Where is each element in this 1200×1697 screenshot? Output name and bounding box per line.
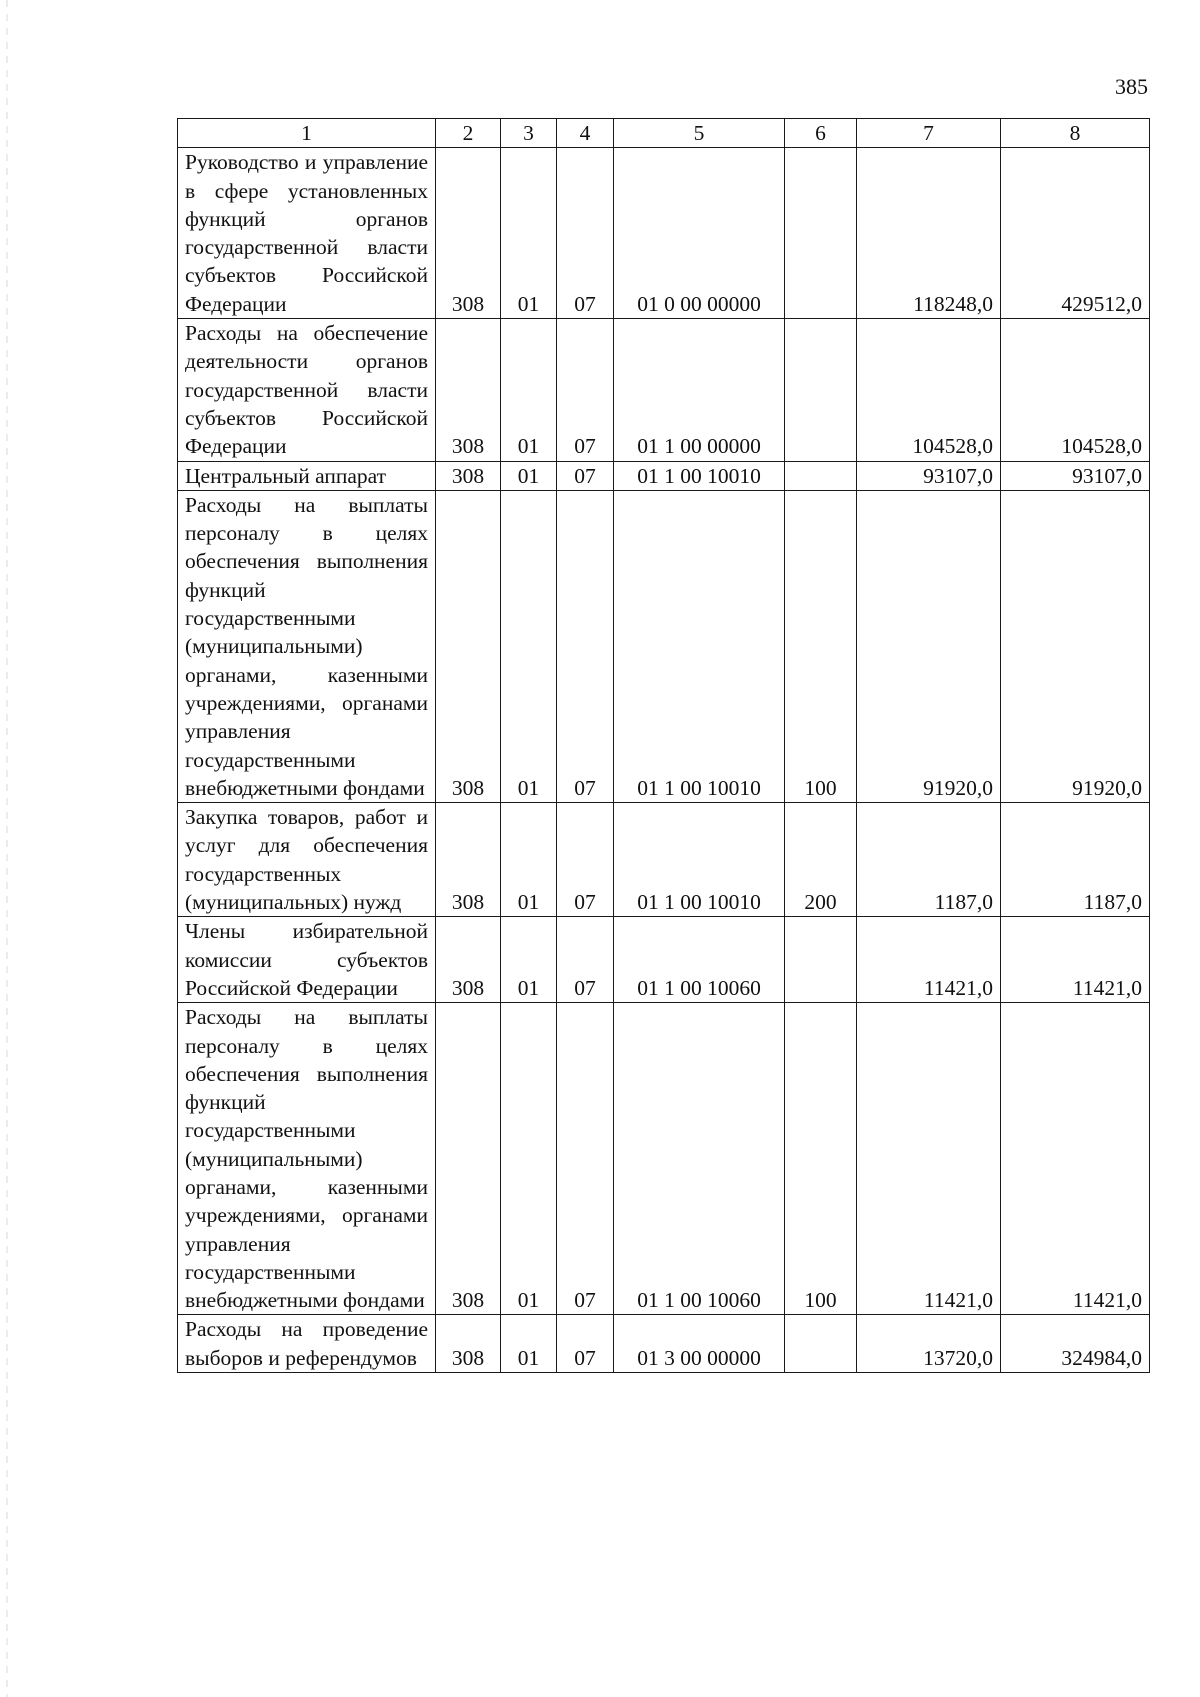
row-name: Расходы на обеспечение деятельности органов государственной власти субъектов Российской Федерации bbox=[178, 319, 436, 461]
row-expense-type bbox=[785, 319, 857, 461]
table-row bbox=[178, 148, 1150, 319]
row-section-code: 01 bbox=[501, 1003, 557, 1315]
row-name: Руководство и управление в сфере установленных функций органов государственной власти субъектов Российской Федерации bbox=[178, 148, 436, 319]
header-col-2: 2 bbox=[436, 119, 501, 148]
table-row bbox=[178, 1315, 1150, 1373]
row-name: Расходы на проведение выборов и референдумов bbox=[178, 1315, 436, 1373]
row-target-article: 01 1 00 10010 bbox=[614, 803, 785, 917]
row-target-article: 01 1 00 10060 bbox=[614, 1003, 785, 1315]
scan-edge-marks bbox=[6, 0, 8, 1697]
row-expense-type: 200 bbox=[785, 803, 857, 917]
table-body bbox=[178, 148, 1150, 1373]
row-ministry-code: 308 bbox=[436, 1315, 501, 1373]
row-expense-type bbox=[785, 1315, 857, 1373]
table-header bbox=[178, 119, 1150, 148]
header-col-1: 1 bbox=[178, 119, 436, 148]
row-amount-col8: 324984,0 bbox=[1001, 1315, 1150, 1373]
header-col-7: 7 bbox=[857, 119, 1001, 148]
row-subsection-code: 07 bbox=[557, 148, 614, 319]
row-target-article: 01 1 00 00000 bbox=[614, 319, 785, 461]
row-amount-col7: 104528,0 bbox=[857, 319, 1001, 461]
row-ministry-code: 308 bbox=[436, 319, 501, 461]
table-row bbox=[178, 917, 1150, 1003]
table-row bbox=[178, 803, 1150, 917]
header-col-3: 3 bbox=[501, 119, 557, 148]
row-section-code: 01 bbox=[501, 803, 557, 917]
page-number: 385 bbox=[1115, 74, 1148, 99]
table-row bbox=[178, 461, 1150, 490]
row-subsection-code: 07 bbox=[557, 1003, 614, 1315]
budget-table bbox=[177, 118, 1150, 1373]
row-subsection-code: 07 bbox=[557, 1315, 614, 1373]
row-amount-col7: 11421,0 bbox=[857, 1003, 1001, 1315]
row-ministry-code: 308 bbox=[436, 803, 501, 917]
row-section-code: 01 bbox=[501, 490, 557, 802]
row-expense-type: 100 bbox=[785, 490, 857, 802]
row-ministry-code: 308 bbox=[436, 1003, 501, 1315]
row-amount-col7: 13720,0 bbox=[857, 1315, 1001, 1373]
header-col-5: 5 bbox=[614, 119, 785, 148]
table-row bbox=[178, 490, 1150, 802]
row-name: Закупка товаров, работ и услуг для обеспечения государственных (муниципальных) нужд bbox=[178, 803, 436, 917]
row-amount-col8: 91920,0 bbox=[1001, 490, 1150, 802]
row-target-article: 01 1 00 10010 bbox=[614, 461, 785, 490]
header-col-8: 8 bbox=[1001, 119, 1150, 148]
row-name: Расходы на выплаты персоналу в целях обеспечения выполнения функций государственными (муниципальными) органами, казенными учреждениями, органами управления государственными внебюджетными фондами bbox=[178, 490, 436, 802]
row-amount-col8: 11421,0 bbox=[1001, 1003, 1150, 1315]
row-section-code: 01 bbox=[501, 461, 557, 490]
row-name: Расходы на выплаты персоналу в целях обеспечения выполнения функций государственными (муниципальными) органами, казенными учреждениями, органами управления государственными внебюджетными фондами bbox=[178, 1003, 436, 1315]
header-row bbox=[178, 119, 1150, 148]
row-expense-type bbox=[785, 461, 857, 490]
row-subsection-code: 07 bbox=[557, 319, 614, 461]
row-amount-col8: 11421,0 bbox=[1001, 917, 1150, 1003]
row-amount-col7: 1187,0 bbox=[857, 803, 1001, 917]
header-col-6: 6 bbox=[785, 119, 857, 148]
row-target-article: 01 3 00 00000 bbox=[614, 1315, 785, 1373]
row-amount-col7: 91920,0 bbox=[857, 490, 1001, 802]
row-amount-col8: 1187,0 bbox=[1001, 803, 1150, 917]
row-ministry-code: 308 bbox=[436, 461, 501, 490]
row-amount-col7: 118248,0 bbox=[857, 148, 1001, 319]
row-section-code: 01 bbox=[501, 148, 557, 319]
row-target-article: 01 1 00 10060 bbox=[614, 917, 785, 1003]
row-ministry-code: 308 bbox=[436, 490, 501, 802]
row-subsection-code: 07 bbox=[557, 461, 614, 490]
row-name: Члены избирательной комиссии субъектов Российской Федерации bbox=[178, 917, 436, 1003]
row-amount-col8: 93107,0 bbox=[1001, 461, 1150, 490]
row-target-article: 01 1 00 10010 bbox=[614, 490, 785, 802]
row-subsection-code: 07 bbox=[557, 803, 614, 917]
row-ministry-code: 308 bbox=[436, 917, 501, 1003]
row-amount-col8: 104528,0 bbox=[1001, 319, 1150, 461]
row-subsection-code: 07 bbox=[557, 490, 614, 802]
row-amount-col7: 11421,0 bbox=[857, 917, 1001, 1003]
row-expense-type bbox=[785, 917, 857, 1003]
header-col-4: 4 bbox=[557, 119, 614, 148]
table-row bbox=[178, 1003, 1150, 1315]
row-expense-type bbox=[785, 148, 857, 319]
row-section-code: 01 bbox=[501, 917, 557, 1003]
row-section-code: 01 bbox=[501, 1315, 557, 1373]
row-amount-col7: 93107,0 bbox=[857, 461, 1001, 490]
row-section-code: 01 bbox=[501, 319, 557, 461]
row-ministry-code: 308 bbox=[436, 148, 501, 319]
row-subsection-code: 07 bbox=[557, 917, 614, 1003]
row-expense-type: 100 bbox=[785, 1003, 857, 1315]
row-target-article: 01 0 00 00000 bbox=[614, 148, 785, 319]
row-name: Центральный аппарат bbox=[178, 461, 436, 490]
table-row bbox=[178, 319, 1150, 461]
row-amount-col8: 429512,0 bbox=[1001, 148, 1150, 319]
